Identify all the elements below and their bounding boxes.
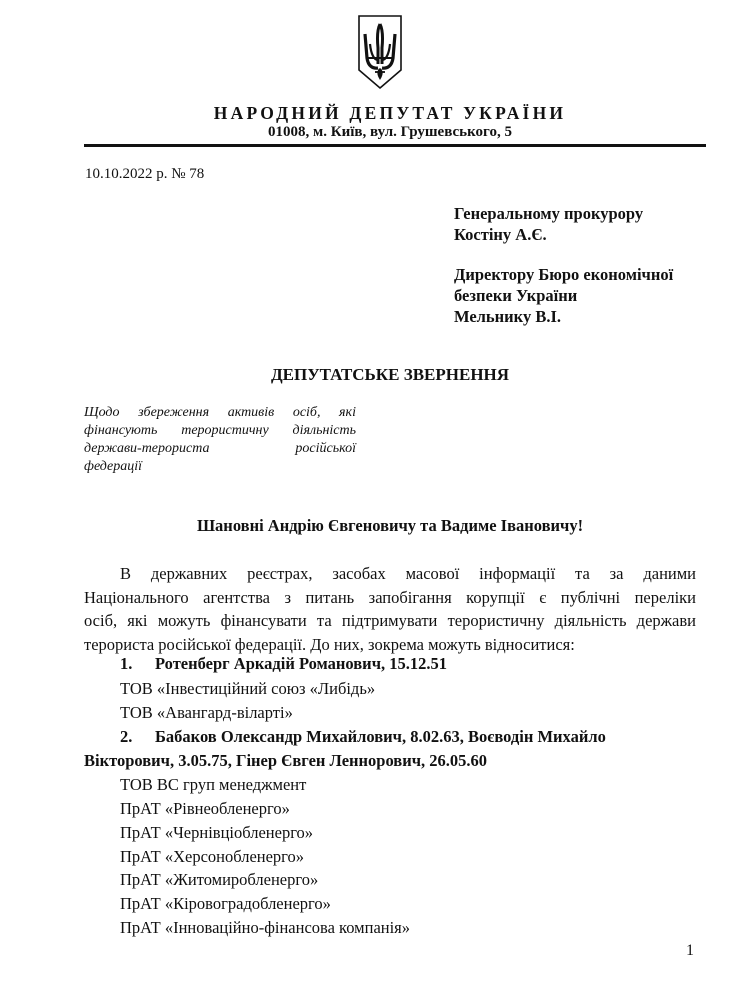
company-item: ТОВ «Інвестиційний союз «Либідь» bbox=[120, 679, 376, 698]
list-persons: Бабаков Олександр Михайлович, 8.02.63, Воєводін Михайло bbox=[155, 727, 606, 746]
paragraph-line: Національного агентства з питань запобігання корупції є публічні переліки bbox=[84, 587, 696, 607]
company-item: ТОВ «Авангард-віларті» bbox=[120, 703, 293, 722]
addressee-line: Мельнику В.І. bbox=[454, 307, 562, 326]
sender-title: НАРОДНИЙ ДЕПУТАТ УКРАЇНИ bbox=[213, 103, 567, 123]
intro-paragraph bbox=[84, 562, 696, 656]
document-subject bbox=[84, 404, 356, 476]
subject-line: Щодо збереження активів осіб, які bbox=[84, 405, 356, 420]
company-item: ПрАТ «Житомиробленерго» bbox=[120, 870, 319, 889]
company-item: ПрАТ «Інноваційно-фінансова компанія» bbox=[120, 918, 411, 937]
company-item: ТОВ ВС груп менеджмент bbox=[120, 775, 307, 794]
list-number: 1. bbox=[120, 654, 133, 673]
list-persons: Ротенберг Аркадій Романович, 15.12.51 bbox=[155, 654, 447, 673]
page-number: 1 bbox=[686, 942, 694, 959]
paragraph-line: осіб, які можуть фінансувати та підтримувати терористичну діяльність держави bbox=[84, 611, 696, 630]
company-item: ПрАТ «Херсонобленерго» bbox=[120, 847, 305, 866]
subject-line: держави-терориста російської bbox=[84, 441, 356, 456]
addressee-economic-security-bureau bbox=[454, 264, 673, 327]
addressee-line: Костіну А.Є. bbox=[454, 225, 547, 244]
addressee-prosecutor bbox=[454, 203, 643, 245]
subject-line: фінансують терористичну діяльність bbox=[84, 423, 356, 438]
company-item: ПрАТ «Чернівціобленерго» bbox=[120, 823, 314, 842]
addressee-line: Генеральному прокурору bbox=[454, 204, 644, 223]
company-item: ПрАТ «Рівнеобленерго» bbox=[120, 799, 290, 818]
company-item: ПрАТ «Кіровоградобленерго» bbox=[120, 894, 331, 913]
list-item-1-persons bbox=[120, 654, 447, 674]
header-divider bbox=[84, 144, 706, 147]
addressee-line: Директору Бюро економічної bbox=[454, 265, 674, 284]
sender-address: 01008, м. Київ, вул. Грушевського, 5 bbox=[268, 124, 512, 140]
subject-line: федерації bbox=[84, 459, 143, 474]
document-title: ДЕПУТАТСЬКЕ ЗВЕРНЕННЯ bbox=[270, 365, 510, 384]
paragraph-line: терориста російської федерації. До них, зокрема можуть відноситися: bbox=[84, 634, 575, 654]
addressee-line: безпеки України bbox=[454, 286, 578, 305]
salutation: Шановні Андрію Євгеновичу та Вадиме Івановичу! bbox=[196, 516, 584, 535]
paragraph-line: В державних реєстрах, засобах масової інформації та за даними bbox=[120, 564, 696, 583]
trident-coat-of-arms-icon bbox=[357, 14, 403, 90]
list-item-2-persons-continued: Вікторович, 3.05.75, Гінер Євген Леннорович, 26.05.60 bbox=[84, 751, 488, 770]
list-number: 2. bbox=[120, 727, 133, 746]
document-date-number: 10.10.2022 р. № 78 bbox=[85, 166, 205, 182]
list-item-2-persons bbox=[120, 727, 606, 747]
